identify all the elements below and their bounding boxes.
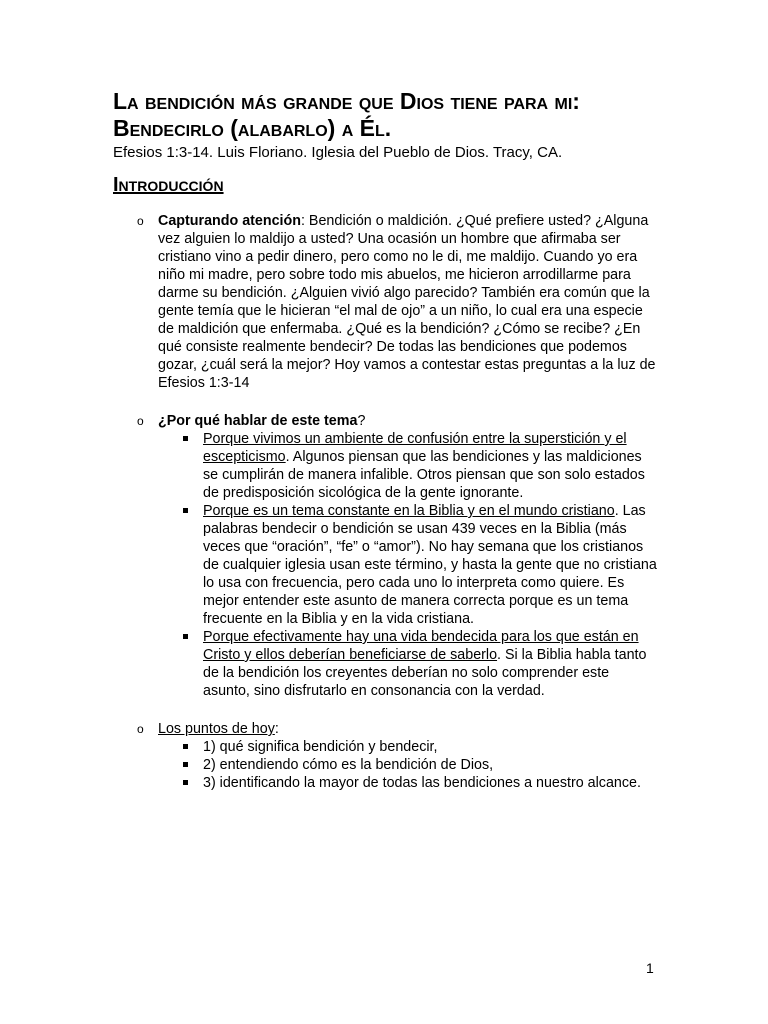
square-bullet-icon xyxy=(183,436,188,441)
square-bullet-icon xyxy=(183,744,188,749)
sub-underlined-lead: Porque es un tema constante en la Biblia y en el mundo cristiano xyxy=(203,503,615,519)
item-text: ? xyxy=(357,413,366,429)
document-page xyxy=(113,88,658,792)
document-title xyxy=(113,88,658,142)
section-heading: Introducción xyxy=(113,174,224,196)
sub-text: . Algunos piensan que las bendiciones y las maldiciones se cumplirán de manera infalible. Otros piensan que son solo estados de predisposición sicológica de la gente ignorante. xyxy=(203,449,645,501)
item-text: : xyxy=(274,721,279,737)
document-subtitle: Efesios 1:3-14. Luis Floriano. Iglesia del Pueblo de Dios. Tracy, CA. xyxy=(113,144,563,161)
sub-underlined-lead: Porque vivimos un ambiente de confusión entre la superstición y el escepticismo xyxy=(203,431,627,465)
hollow-bullet-icon: o xyxy=(137,214,144,228)
list-item-todays-points xyxy=(113,720,658,792)
sublist xyxy=(158,738,658,792)
page-number: 1 xyxy=(646,960,654,976)
square-bullet-icon xyxy=(183,762,188,767)
square-bullet-icon xyxy=(183,634,188,639)
sublist xyxy=(158,430,658,700)
item-bold-lead: Capturando atención xyxy=(158,213,301,229)
sub-text: . Las palabras bendecir o bendición se usan 439 veces en la Biblia (más veces que “oración”, “fe” o “amor”). No hay semana que los cristianos de cualquier iglesia usan este término, y hasta la gente que no cristiana lo usa con frecuencia, pero cada uno lo interpreta como quiere. Es mejor entender este asunto de manera correcta porque es un tema frecuente en la Biblia y en la vida cristiana. xyxy=(203,503,657,627)
sublist-item xyxy=(113,430,658,502)
item-paragraph xyxy=(158,212,658,392)
item-bold-lead: ¿Por qué hablar de este tema xyxy=(158,413,358,429)
sublist-item xyxy=(113,774,658,792)
sub-underlined-lead: Porque efectivamente hay una vida bendecida para los que están en Cristo y ellos deberían beneficiarse de saberlo xyxy=(203,629,639,663)
sublist-item xyxy=(113,756,658,774)
sublist-item xyxy=(113,502,658,628)
sublist-item xyxy=(113,738,658,756)
list-item-capturing-attention xyxy=(113,212,658,392)
square-bullet-icon xyxy=(183,508,188,513)
sub-text: 3) identificando la mayor de todas las bendiciones a nuestro alcance. xyxy=(203,775,641,791)
sub-text: 2) entendiendo cómo es la bendición de Dios, xyxy=(203,757,494,773)
item-text: : Bendición o maldición. ¿Qué prefiere usted? ¿Alguna vez alguien lo maldijo a usted? Una ocasión un hombre que afirmaba ser cristiano vino a pedir dinero, pero como no le di, me maldijo. Cuando yo era niño mi madre, pero sobre todo mis abuelos, me hicieron arrodillarme para darme su bendición. ¿Alguien vivió algo parecido? También era común que la gente temía que le hicieran “el mal de ojo” a un niño, lo cual era una especie de maldición que enfermaba. ¿Qué es la bendición? ¿Cómo se recibe? ¿En qué consiste realmente bendecir? De todas las bendiciones que podemos gozar, ¿cuál será la mejor? Hoy vamos a contestar estas preguntas a la luz de Efesios 1:3-14 xyxy=(158,213,656,391)
sub-text: 1) qué significa bendición y bendecir, xyxy=(203,739,438,755)
list-item-why-this-topic xyxy=(113,412,658,700)
item-underlined-lead: Los puntos de hoy xyxy=(158,721,275,737)
title-line-1: La bendición más grande que Dios tiene para mi: xyxy=(113,88,580,114)
item-paragraph xyxy=(158,720,658,738)
hollow-bullet-icon: o xyxy=(137,414,144,428)
hollow-bullet-icon: o xyxy=(137,722,144,736)
item-paragraph xyxy=(158,412,658,430)
title-line-2: Bendecirlo (alabarlo) a Él. xyxy=(113,115,392,141)
square-bullet-icon xyxy=(183,780,188,785)
sublist-item xyxy=(113,628,658,700)
sub-text: . Si la Biblia habla tanto de la bendición los creyentes deberían no solo comprender este asunto, sino disfrutarlo en consonancia con la verdad. xyxy=(203,647,647,699)
